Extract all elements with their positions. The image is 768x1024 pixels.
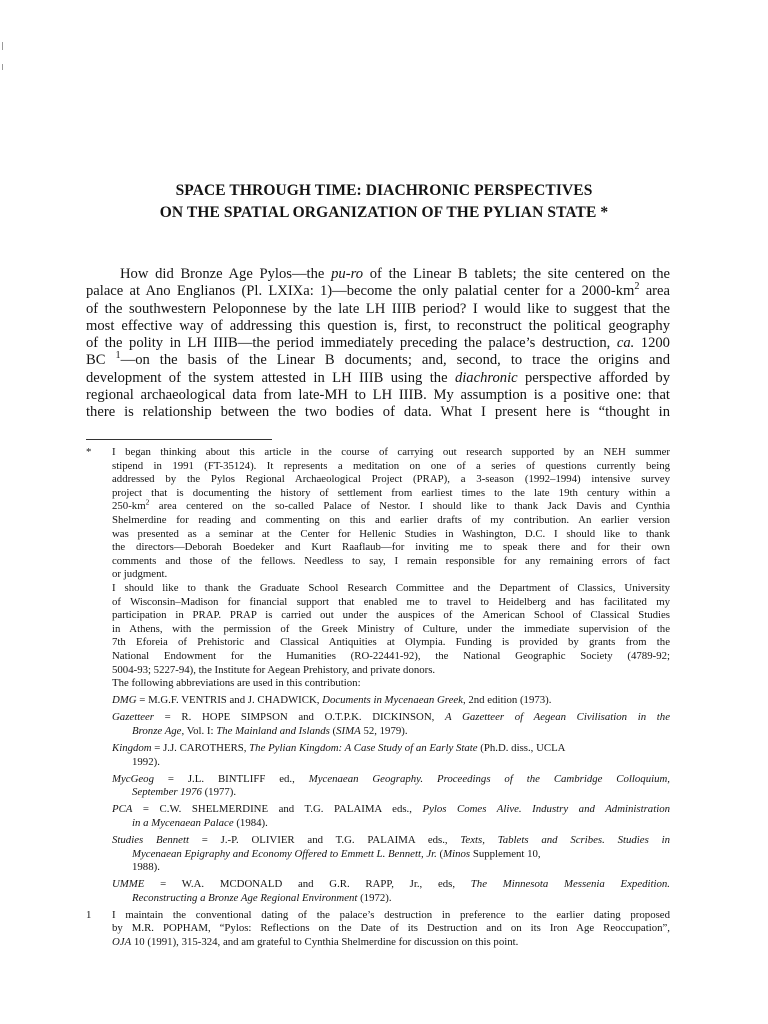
abbreviation-entry: PCA = C.W. SHELMERDINE and T.G. PALAIMA eds., Pylos Comes Alive. Industry and Administration in a Mycenaean Palace (1984). [112,803,670,829]
footnote-marker: * [86,446,92,458]
body-line: BC $^1$—on the basis of the Linear B documents; and, second, to trace the origins and [86,350,670,369]
abbreviation-entry: MycGeog = J.L. BINTLIFF ed., Mycenaean Geography. Proceedings of the Cambridge Colloquium, September 1976 (1977). [112,772,670,799]
footnote-separator [86,439,272,440]
abbreviation-entry: Gazetteer = R. HOPE SIMPSON and O.T.P.K. DICKINSON, A Gazetteer of Aegean Civilisation in the Bronze Age, Vol. I: The Mainland and Islands (SIMA 52, 1979). [112,711,670,737]
title-line-2: ON THE SPATIAL ORGANIZATION OF THE PYLIAN STATE * [159,204,609,221]
footnotes [86,446,670,949]
scan-edge-mark [2,64,3,70]
abbreviation-entry: DMG = M.G.F. VENTRIS and J. CHADWICK, Documents in Mycenaean Greek, 2nd edition (1973). [112,694,552,707]
body-line: of the polity in LH IIIB—the period immediately preceding the palace’s destruction, ca. 1200 [86,335,670,352]
body-line: How did Bronze Age Pylos—the pu-ro of the Linear B tablets; the site centered on the [120,266,670,282]
footnote-ref-1: 1 [115,350,121,362]
title-line-1: SPACE THROUGH TIME: DIACHRONIC PERSPECTIVES [175,182,593,199]
body-line: palace at Ano Englianos (Pl. LXIXa: 1)—become the only palatial center for a $2000-km^2$ area [86,281,670,300]
body-line: development of the system attested in LH IIIB using the diachronic perspective afforded by [86,369,670,386]
body-line: most effective way of addressing this question is, first, to reconstruct the political geography [86,317,670,334]
footnote-star: * I began thinking about this article in the course of carrying out research supported by an NEH summer stipend in 1991 (FT-35124). It represents a meditation on one of a series of questions currently being addressed by the Pylos Regional Archaeological Project (PRAP), a 3-season (1992–1994) intensive survey project that is documenting the history of settlement from earliest times to the late 19th century within a $250-km^2$ area centered on the so-called Palace of Nestor. I should like to thank Jack Davis and Cynthia Shelmerdine for reading and commenting on this and earlier drafts of my contribution. An earlier version was presented as a seminar at the Center for Hellenic Studies in Washington, D.C. I should like to thank the directors—Deborah Boedeker and Kurt Raaflaub—for inviting me to speak there and for their own comments and those of the fellows. Needless to say, I remain responsible for any remaining errors of fact or judgment. I should like to thank the Graduate School Research Committee and the Department of Classics, University of Wisconsin–Madison for financial support that enabled me to travel to Heidelberg and has facilitated my participation in PRAP. PRAP is carried out under the auspices of the American School of Classical Studies in Athens, with the permission of the Greek Ministry of Culture, under the immediate supervision of the 7th Eforeia of Prehistoric and Classical Antiquities at Olympia. Funding is provided by grants from the National Endowment for the Humanities (RO-22441-92), the National Geographic Society (4789-92; 5004-93; 5227-94), the Institute for Aegean Prehistory, and private donors. The following abbreviations are used in this contribution: DMG = M.G.F. VENTRIS and J. CHADWICK, Documents in Mycenaean Greek, 2nd edition (1973). Gazetteer = R. HOPE SIMPSON and O.T.P.K. DICKINSON, A Gazetteer of Aegean Civilisation in the Bronze Age, Vol. I: The Mainland and Islands (SIMA 52, 1979). Kingdom = J.J. CAROTHERS, The Pylian Kingdom: A Case Study of an Early State (Ph.D. diss., UCLA 1992). MycGeog = J.L. BINTLIFF ed., Mycenaean Geography. Proceedings of the Cambridge Colloquium, September 1976 (1977). PCA = C.W. SHELMERDINE and T.G. PALAIMA eds., Pylos Comes Alive. Industry and Administration in a Mycenaean Palace (1984). Studies Bennett = J.-P. OLIVIER and T.G. PALAIMA eds., Texts, Tablets and Scribes. Studies in Mycenaean Epigraphy and Economy Offered to Emmett L. Bennett, Jr. (Minos Supplement 10, 1988). UMME = W.A. MCDONALD and G.R. RAPP, Jr., eds, The Minnesota Messenia Expedition. Reconstructing a Bronze Age Regional Environment (1972). [86,446,671,904]
article-title [90,180,678,224]
footnote-1: 1 I maintain the conventional dating of the palace’s destruction in preference to the earlier dating proposed by M.R. POPHAM, “Pylos: Reflections on the Date of its Destruction and on its Iron Age Reoccupation”, OJA 10 (1991), 315-324, and am grateful to Cynthia Shelmerdine for discussion on this point. [86,908,670,948]
abbreviation-entry: Kingdom = J.J. CAROTHERS, The Pylian Kingdom: A Case Study of an Early State (Ph.D. diss., UCLA 1992). [112,741,566,768]
body-line: regional archaeological data from late-MH to LH IIIB. My assumption is a positive one: that [86,387,670,404]
footnote-marker: 1 [86,908,92,921]
body-line: there is relationship between the two bodies of data. What I present here is “thought in [86,404,670,421]
body-paragraph [86,266,670,422]
body-line: of the southwestern Peloponnese by the late LH IIIB period? I would like to suggest that the [86,300,670,317]
scan-edge-mark [2,42,3,50]
abbreviation-entry: UMME = W.A. MCDONALD and G.R. RAPP, Jr., eds, The Minnesota Messenia Expedition. Reconstructing a Bronze Age Regional Environment (1972). [112,878,671,904]
abbreviation-entry: Studies Bennett = J.-P. OLIVIER and T.G. PALAIMA eds., Texts, Tablets and Scribes. Studies in Mycenaean Epigraphy and Economy Offered to Emmett L. Bennett, Jr. (Minos Supplement 10, 1988). [112,834,670,874]
